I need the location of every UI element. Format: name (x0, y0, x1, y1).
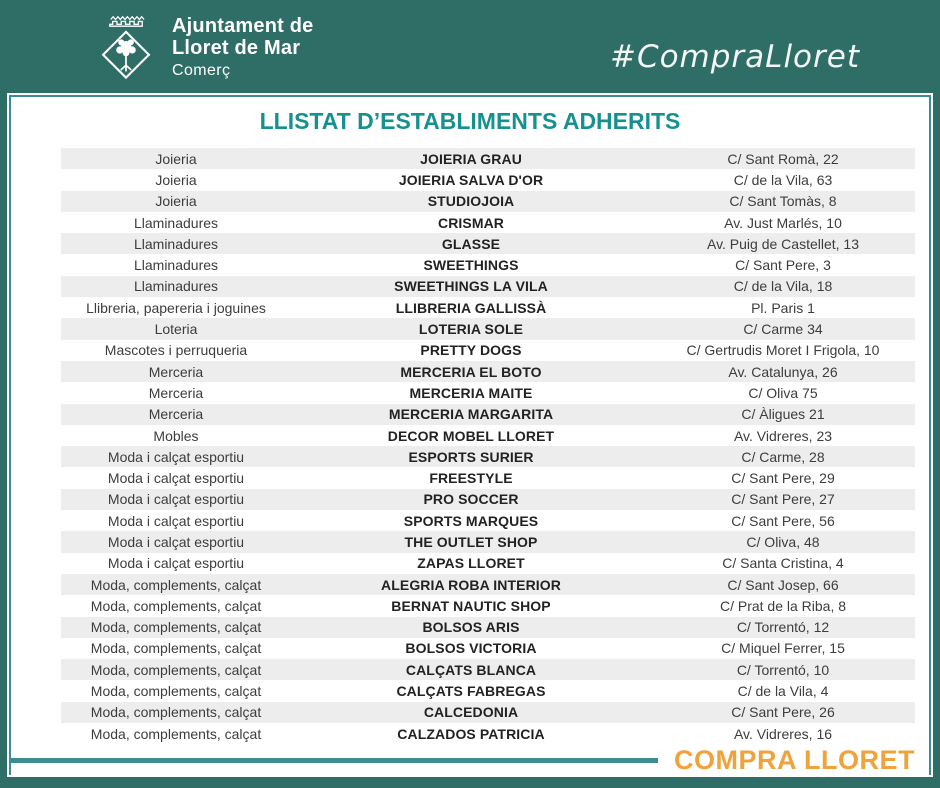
establishment-name-cell: BERNAT NAUTIC SHOP (391, 597, 551, 614)
category-cell: Moda i calçat esportiu (107, 512, 245, 529)
table-row (61, 297, 915, 318)
category-cell: Mascotes i perruqueria (104, 342, 248, 359)
address-cell: C/ Sant Pere, 26 (731, 704, 835, 721)
table-row (61, 233, 915, 254)
establishment-name-cell: CALÇATS FABREGAS (396, 683, 546, 700)
establishment-name-cell: JOIERIA GRAU (420, 150, 522, 167)
establishment-name-cell: CALCEDONIA (423, 704, 519, 721)
establishment-name-cell: GLASSE (441, 235, 501, 252)
address-cell: C/ Oliva, 48 (746, 533, 820, 550)
table-row (61, 574, 915, 595)
address-cell: Av. Vidreres, 23 (733, 427, 833, 444)
category-cell: Merceria (148, 406, 204, 423)
establishment-name-cell: LOTERIA SOLE (418, 321, 524, 338)
category-cell: Moda, complements, calçat (90, 661, 262, 678)
address-cell: C/ Gertrudis Moret I Frigola, 10 (686, 342, 880, 359)
establishment-name-cell: CRISMAR (437, 214, 505, 231)
establishment-name-cell: FREESTYLE (429, 470, 513, 487)
address-cell: Pl. Paris 1 (751, 299, 815, 316)
address-cell: C/ Sant Josep, 66 (727, 576, 839, 593)
category-cell: Moda, complements, calçat (90, 725, 262, 742)
category-cell: Moda i calçat esportiu (107, 491, 245, 508)
table-row (61, 638, 915, 659)
establishment-name-cell: BOLSOS ARIS (422, 619, 520, 636)
establishment-name-cell: PRO SOCCER (423, 491, 519, 508)
establishment-name-cell: DECOR MOBEL LLORET (387, 427, 555, 444)
table-row (61, 510, 915, 531)
establishment-name-cell: JOIERIA SALVA D'OR (398, 171, 544, 188)
category-cell: Joieria (155, 150, 197, 167)
establishment-name-cell: PRETTY DOGS (420, 342, 522, 359)
establishments-card (9, 95, 931, 775)
address-cell: C/ Sant Tomàs, 8 (729, 193, 837, 210)
category-cell: Joieria (155, 193, 197, 210)
table-row (61, 702, 915, 723)
address-cell: C/ Torrentó, 10 (736, 661, 830, 678)
address-cell: C/ Sant Pere, 3 (735, 257, 831, 274)
table-row (61, 617, 915, 638)
category-cell: Joieria (155, 171, 197, 188)
brand-text: COMPRA LLORET (674, 744, 915, 775)
org-name-line1: Ajuntament de (172, 14, 314, 37)
establishment-name-cell: ZAPAS LLORET (417, 555, 525, 572)
address-cell: C/ Santa Cristina, 4 (722, 555, 844, 572)
table-row (61, 531, 915, 552)
table-row (61, 467, 915, 488)
table-row (61, 169, 915, 190)
category-cell: Moda i calçat esportiu (107, 555, 245, 572)
establishment-name-cell: MERCERIA MAITE (409, 384, 533, 401)
address-cell: C/ Torrentó, 12 (736, 619, 830, 636)
category-cell: Moda i calçat esportiu (107, 533, 245, 550)
address-cell: Av. Vidreres, 16 (733, 725, 833, 742)
table-row (61, 148, 915, 169)
establishment-name-cell: LLIBRERIA GALLISSÀ (395, 299, 547, 316)
city-hall-logo (95, 6, 314, 90)
category-cell: Llaminadures (133, 278, 219, 295)
table-row (61, 723, 915, 744)
establishment-name-cell: THE OUTLET SHOP (404, 533, 538, 550)
category-cell: Moda i calçat esportiu (107, 448, 245, 465)
table-row (61, 212, 915, 233)
category-cell: Llaminadures (133, 257, 219, 274)
establishment-name-cell: MERCERIA EL BOTO (400, 363, 542, 380)
footer-divider (11, 758, 658, 763)
hashtag-text: #CompraLloret (609, 38, 860, 75)
page-title: LLISTAT D’ESTABLIMENTS ADHERITS (259, 108, 681, 134)
address-cell: Av. Catalunya, 26 (728, 363, 838, 380)
table-row (61, 404, 915, 425)
address-cell: C/ Sant Pere, 27 (731, 491, 835, 508)
table-row (61, 254, 915, 275)
table-row (61, 191, 915, 212)
establishment-name-cell: BOLSOS VICTORIA (405, 640, 537, 657)
category-cell: Moda, complements, calçat (90, 576, 262, 593)
org-name (172, 15, 314, 81)
table-row (61, 680, 915, 701)
address-cell: C/ de la Vila, 18 (733, 278, 833, 295)
table-row (61, 425, 915, 446)
category-cell: Moda, complements, calçat (90, 640, 262, 657)
table-row (61, 318, 915, 339)
header (0, 0, 940, 95)
category-cell: Moda, complements, calçat (90, 704, 262, 721)
category-cell: Llaminadures (133, 235, 219, 252)
category-cell: Moda, complements, calçat (90, 597, 262, 614)
address-cell: C/ Sant Romà, 22 (727, 150, 839, 167)
address-cell: C/ Carme 34 (743, 321, 823, 338)
category-cell: Llibreria, papereria i joguines (86, 299, 266, 316)
category-cell: Loteria (154, 321, 198, 338)
address-cell: C/ Miquel Ferrer, 15 (721, 640, 845, 657)
address-cell: C/ de la Vila, 4 (737, 683, 829, 700)
table-row (61, 340, 915, 361)
address-cell: C/ Oliva 75 (748, 384, 818, 401)
category-cell: Moda, complements, calçat (90, 683, 262, 700)
establishments-table (61, 148, 915, 744)
address-cell: C/ de la Vila, 63 (733, 171, 833, 188)
table-row (61, 382, 915, 403)
establishment-name-cell: ALEGRIA ROBA INTERIOR (381, 576, 561, 593)
table-row (61, 361, 915, 382)
org-name-line2: Lloret de Mar (172, 37, 301, 60)
category-cell: Moda, complements, calçat (90, 619, 262, 636)
table-row (61, 446, 915, 467)
establishment-name-cell: STUDIOJOIA (427, 193, 515, 210)
establishment-name-cell: ESPORTS SURIER (408, 448, 534, 465)
table-row (61, 489, 915, 510)
category-cell: Merceria (148, 384, 204, 401)
address-cell: C/ Sant Pere, 56 (731, 512, 835, 529)
establishment-name-cell: CALÇATS BLANCA (405, 661, 537, 678)
establishment-name-cell: CALZADOS PATRICIA (397, 725, 545, 742)
category-cell: Moda i calçat esportiu (107, 470, 245, 487)
lloret-crest-icon (95, 10, 157, 90)
address-cell: Av. Puig de Castellet, 13 (706, 235, 860, 252)
table-row (61, 553, 915, 574)
category-cell: Merceria (148, 363, 204, 380)
address-cell: C/ Sant Pere, 29 (731, 470, 835, 487)
address-cell: C/ Carme, 28 (741, 448, 825, 465)
address-cell: C/ Prat de la Riba, 8 (719, 597, 847, 614)
org-subtitle: Comerç (172, 62, 231, 80)
establishment-name-cell: SWEETHINGS (423, 257, 519, 274)
establishment-name-cell: MERCERIA MARGARITA (388, 406, 554, 423)
table-row (61, 595, 915, 616)
establishment-name-cell: SWEETHINGS LA VILA (394, 278, 548, 295)
table-row (61, 276, 915, 297)
category-cell: Llaminadures (133, 214, 219, 231)
card-footer (11, 746, 929, 774)
address-cell: C/ Àligues 21 (741, 406, 825, 423)
address-cell: Av. Just Marlés, 10 (724, 214, 842, 231)
establishment-name-cell: SPORTS MARQUES (403, 512, 539, 529)
table-row (61, 659, 915, 680)
category-cell: Mobles (153, 427, 199, 444)
